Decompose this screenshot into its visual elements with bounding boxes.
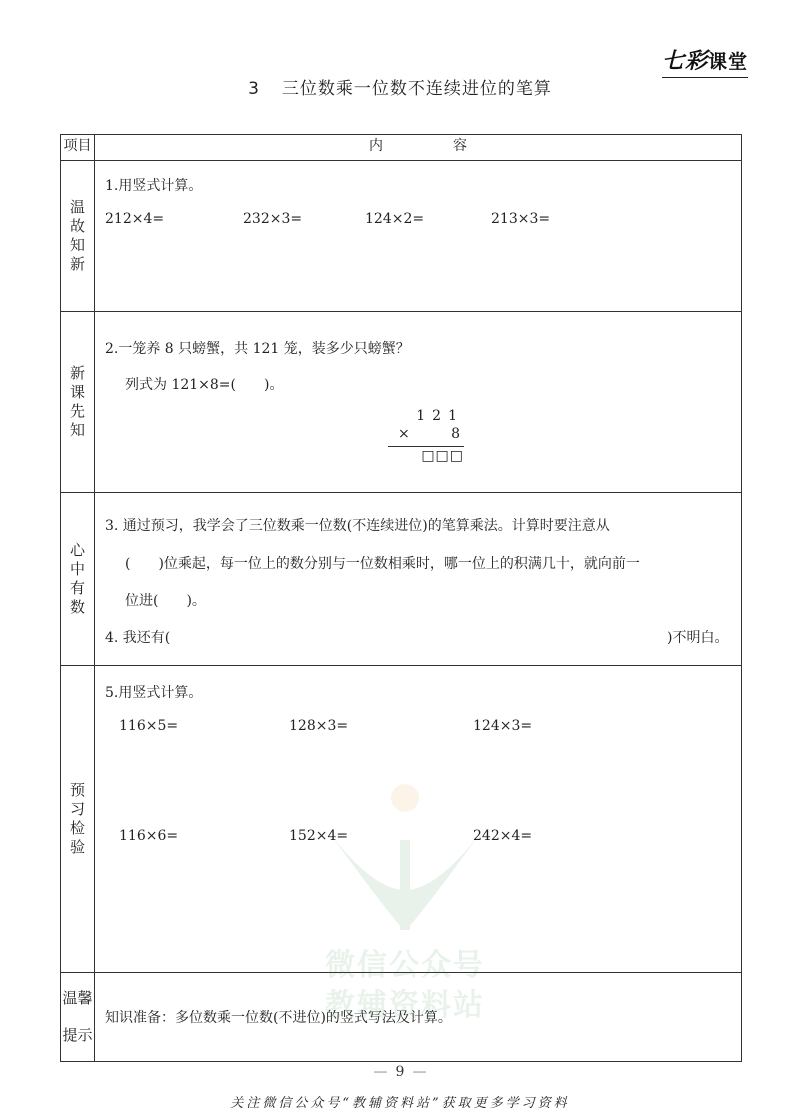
brand-logo [662,44,748,78]
expr-124x2: 124×2= [365,211,425,227]
question-5: 5.用竖式计算。 [105,685,203,701]
section-understanding [61,493,742,666]
vcalc-multiplier: 8 [451,426,460,442]
header-content: 内 容 [95,135,742,161]
vcalc-answer-boxes: □□□ [421,448,464,464]
question-2: 2.一笼养 8 只螃蟹，共 121 笼，装多少只螃蟹？ [105,341,410,357]
formula-line: 列式为 121×8=( )。 [125,377,284,393]
section-label-tip-2: 提示 [62,1026,93,1044]
section-label-check: 预习检验 [69,781,85,856]
section-label-tip-1: 温馨 [62,989,93,1007]
vcalc-operator: × [398,426,410,442]
watermark-text-1: 微信公众号 [325,948,485,983]
question-1: 1.用竖式计算。 [105,178,203,194]
expr-242x4: 242×4= [473,828,533,844]
vertical-calculation [388,408,464,464]
question-3-line2: ( )位乘起，每一位上的数分别与一位数相乘时，哪一位上的积满几十，就向前一 [125,556,640,572]
expr-128x3: 128×3= [289,718,349,734]
worksheet-table [60,134,742,1062]
header-item: 项目 [61,135,95,161]
expr-116x6: 116×6= [119,828,179,844]
question-4-start: 4. 我还有( [105,630,171,646]
expr-116x5: 116×5= [119,718,179,734]
brand-part2: 课堂 [707,51,748,73]
question-3-line3: 位进( )。 [125,593,206,609]
expr-152x4: 152×4= [289,828,349,844]
brand-part1: 七彩 [661,49,708,74]
section-label-review: 温故知新 [69,198,85,273]
title-text: 三位数乘一位数不连续进位的笔算 [281,79,552,99]
section-label-understanding: 心中有数 [69,541,85,616]
title-number: 3 [248,79,260,99]
expr-212x4: 212×4= [105,211,165,227]
question-3-line1: 3. 通过预习，我学会了三位数乘一位数(不连续进位)的笔算乘法。计算时要注意从 [105,518,610,534]
vcalc-rule [388,446,464,447]
page-number: — 9 — [373,1064,427,1080]
table-header-row [61,135,742,161]
section-review [61,161,742,312]
section-preview [61,312,742,493]
section-check [61,666,742,973]
section-tip [61,973,742,1062]
section-label-preview: 新课先知 [69,364,85,439]
vcalc-multiplicand: 121 [416,408,464,424]
page-number-value: 9 [395,1064,405,1080]
question-4-end: )不明白。 [667,630,729,646]
tip-text: 知识准备：多位数乘一位数(不进位)的竖式写法及计算。 [105,1010,452,1026]
expr-232x3: 232×3= [243,211,303,227]
expr-124x3: 124×3= [473,718,533,734]
watermark-text-2: 教辅资料站 [325,988,485,1023]
expr-213x3: 213×3= [491,211,551,227]
page-title [0,74,800,99]
footer-note: 关注微信公众号“教辅资料站”获取更多学习资料 [230,1096,570,1111]
